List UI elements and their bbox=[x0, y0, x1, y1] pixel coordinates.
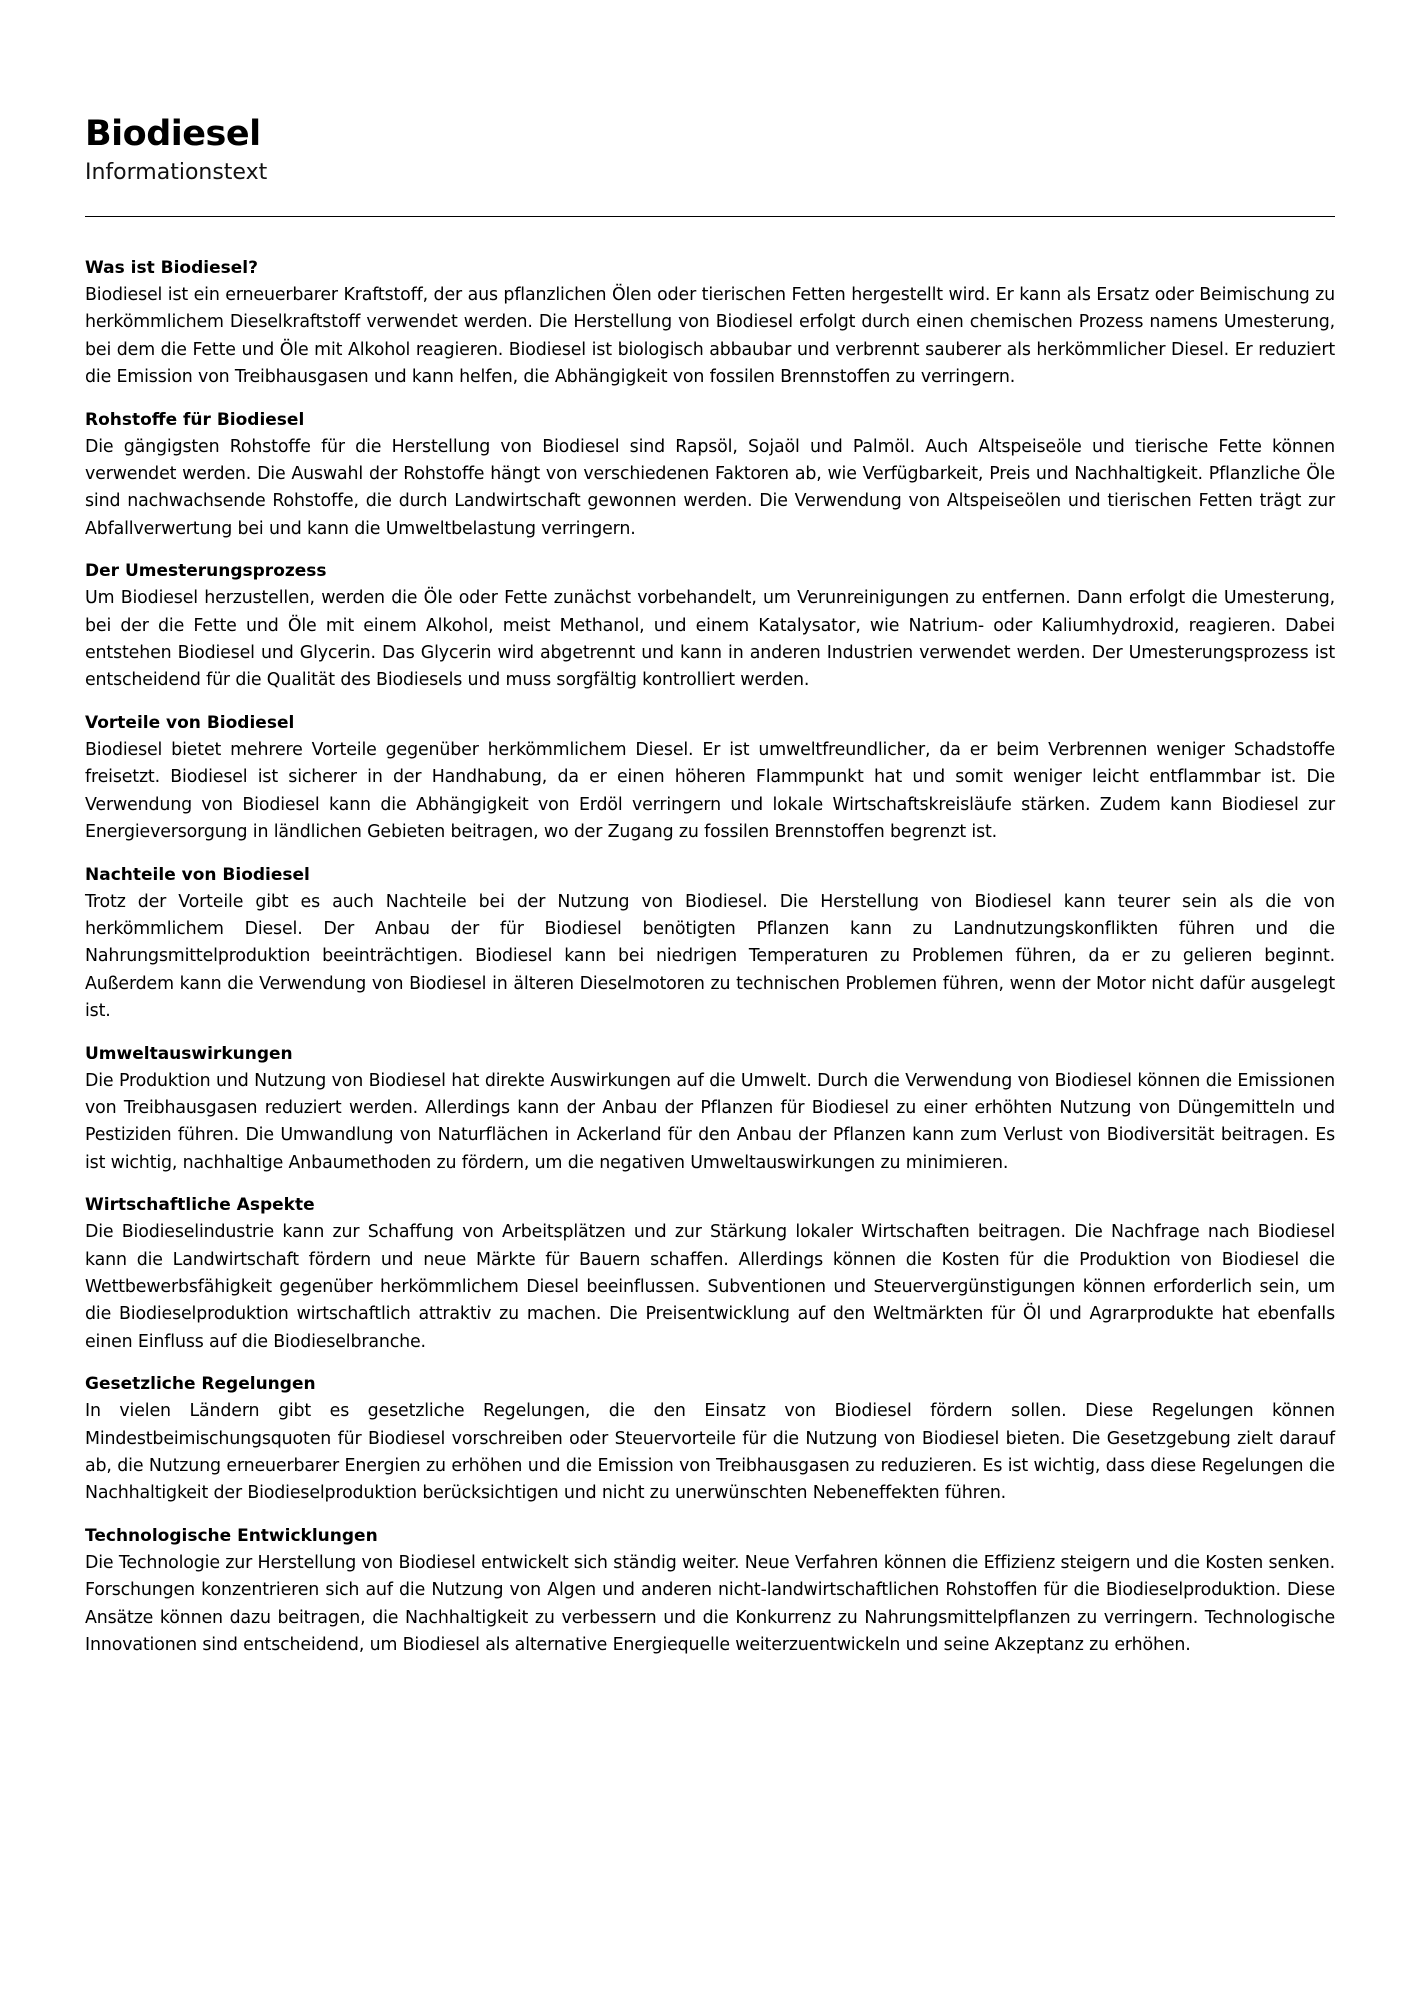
section-heading: Nachteile von Biodiesel bbox=[85, 864, 310, 885]
section-heading: Rohstoffe für Biodiesel bbox=[85, 409, 305, 430]
section-umweltauswirkungen bbox=[85, 1041, 1335, 1178]
section-wirtschaftliche-aspekte bbox=[85, 1192, 1335, 1356]
section-was-ist-biodiesel bbox=[85, 255, 1335, 392]
section-heading: Der Umesterungsprozess bbox=[85, 561, 327, 582]
section-technologische-entwicklungen bbox=[85, 1523, 1335, 1660]
section-body: Die gängigsten Rohstoffe für die Herstellung von Biodiesel sind Rapsöl, Sojaöl und Palmöl. Auch Altspeiseöle und tierische Fette können verwendet werden. Die Auswahl der Rohstoffe hängt von verschiedenen Faktoren ab, wie Verfügbarkeit, Preis und Nachhaltigkeit. Pflanzliche Öle sind nachwachsende Rohstoffe, die durch Landwirtschaft gewonnen werden. Die Verwendung von Altspeiseölen und tierischen Fetten trägt zur Abfallverwertung bei und kann die Umweltbelastung verringern. bbox=[85, 436, 1335, 539]
section-nachteile bbox=[85, 862, 1335, 1026]
section-gesetzliche-regelungen bbox=[85, 1371, 1335, 1508]
section-body: Die Biodieselindustrie kann zur Schaffung von Arbeitsplätzen und zur Stärkung lokaler Wirtschaften beitragen. Die Nachfrage nach Biodiesel kann die Landwirtschaft fördern und neue Märkte für Bauern schaffen. Allerdings können die Kosten für die Produktion von Biodiesel die Wettbewerbsfähigkeit gegenüber herkömmlichem Diesel beeinflussen. Subventionen und Steuervergünstigungen können erforderlich sein, um die Biodieselproduktion wirtschaftlich attraktiv zu machen. Die Preisentwicklung auf den Weltmärkten für Öl und Agrarprodukte hat ebenfalls einen Einfluss auf die Biodieselbranche. bbox=[85, 1222, 1335, 1352]
title-divider bbox=[85, 216, 1335, 217]
section-heading: Wirtschaftliche Aspekte bbox=[85, 1195, 315, 1216]
section-heading: Umweltauswirkungen bbox=[85, 1043, 293, 1064]
section-heading: Gesetzliche Regelungen bbox=[85, 1374, 316, 1395]
document-page bbox=[85, 112, 1335, 1674]
section-heading: Vorteile von Biodiesel bbox=[85, 712, 295, 733]
sections-container bbox=[85, 255, 1335, 1659]
section-heading: Was ist Biodiesel? bbox=[85, 258, 258, 278]
section-heading: Technologische Entwicklungen bbox=[85, 1525, 378, 1546]
section-umesterungsprozess bbox=[85, 558, 1335, 695]
section-body: Um Biodiesel herzustellen, werden die Öle oder Fette zunächst vorbehandelt, um Verunreinigungen zu entfernen. Dann erfolgt die Umesterung, bei der die Fette und Öle mit einem Alkohol, meist Methanol, und einem Katalysator, wie Natrium- oder Kaliumhydroxid, reagieren. Dabei entstehen Biodiesel und Glycerin. Das Glycerin wird abgetrennt und kann in anderen Industrien verwendet werden. Der Umesterungsprozess ist entscheidend für die Qualität des Biodiesels und muss sorgfältig kontrolliert werden. bbox=[85, 588, 1335, 691]
section-body: Biodiesel ist ein erneuerbarer Kraftstoff, der aus pflanzlichen Ölen oder tierischen Fetten hergestellt wird. Er kann als Ersatz oder Beimischung zu herkömmlichem Dieselkraftstoff verwendet werden. Die Herstellung von Biodiesel erfolgt durch einen chemischen Prozess namens Umesterung, bei dem die Fette und Öle mit Alkohol reagieren. Biodiesel ist biologisch abbaubar und verbrennt sauberer als herkömmlicher Diesel. Er reduziert die Emission von Treibhausgasen und kann helfen, die Abhängigkeit von fossilen Brennstoffen zu verringern. bbox=[85, 285, 1335, 388]
section-body: Die Produktion und Nutzung von Biodiesel hat direkte Auswirkungen auf die Umwelt. Durch die Verwendung von Biodiesel können die Emissionen von Treibhausgasen reduziert werden. Allerdings kann der Anbau der Pflanzen für Biodiesel zu einer erhöhten Nutzung von Düngemitteln und Pestiziden führen. Die Umwandlung von Naturflächen in Ackerland für den Anbau der Pflanzen kann zum Verlust von Biodiversität beitragen. Es ist wichtig, nachhaltige Anbaumethoden zu fördern, um die negativen Umweltauswirkungen zu minimieren. bbox=[85, 1070, 1335, 1173]
section-body: In vielen Ländern gibt es gesetzliche Regelungen, die den Einsatz von Biodiesel fördern sollen. Diese Regelungen können Mindestbeimischungsquoten für Biodiesel vorschreiben oder Steuervorteile für die Nutzung von Biodiesel bieten. Die Gesetzgebung zielt darauf ab, die Nutzung erneuerbarer Energien zu erhöhen und die Emission von Treibhausgasen zu reduzieren. Es ist wichtig, dass diese Regelungen die Nachhaltigkeit der Biodieselproduktion berücksichtigen und nicht zu unerwünschten Nebeneffekten führen. bbox=[85, 1401, 1335, 1504]
section-body: Die Technologie zur Herstellung von Biodiesel entwickelt sich ständig weiter. Neue Verfahren können die Effizienz steigern und die Kosten senken. Forschungen konzentrieren sich auf die Nutzung von Algen und anderen nicht-landwirtschaftlichen Rohstoffen für die Biodieselproduktion. Diese Ansätze können dazu beitragen, die Nachhaltigkeit zu verbessern und die Konkurrenz zu Nahrungsmittelpflanzen zu verringern. Technologische Innovationen sind entscheidend, um Biodiesel als alternative Energiequelle weiterzuentwickeln und seine Akzeptanz zu erhöhen. bbox=[85, 1552, 1335, 1656]
section-body: Trotz der Vorteile gibt es auch Nachteile bei der Nutzung von Biodiesel. Die Herstellung von Biodiesel kann teurer sein als die von herkömmlichem Diesel. Der Anbau der für Biodiesel benötigten Pflanzen kann zu Landnutzungskonflikten führen und die Nahrungsmittelproduktion beeinträchtigen. Biodiesel kann bei niedrigen Temperaturen zu Problemen führen, da er zu gelieren beginnt. Außerdem kann die Verwendung von Biodiesel in älteren Dieselmotoren zu technischen Problemen führen, wenn der Motor nicht dafür ausgelegt ist. bbox=[85, 891, 1335, 1022]
section-rohstoffe bbox=[85, 407, 1335, 544]
document-title: Biodiesel bbox=[85, 114, 261, 154]
section-vorteile bbox=[85, 710, 1335, 847]
section-body: Biodiesel bietet mehrere Vorteile gegenüber herkömmlichem Diesel. Er ist umweltfreundlicher, da er beim Verbrennen weniger Schadstoffe freisetzt. Biodiesel ist sicherer in der Handhabung, da er einen höheren Flammpunkt hat und somit weniger leicht entflammbar ist. Die Verwendung von Biodiesel kann die Abhängigkeit von Erdöl verringern und lokale Wirtschaftskreisläufe stärken. Zudem kann Biodiesel zur Energieversorgung in ländlichen Gebieten beitragen, wo der Zugang zu fossilen Brennstoffen begrenzt ist. bbox=[85, 739, 1335, 843]
document-subtitle: Informationstext bbox=[85, 160, 268, 185]
